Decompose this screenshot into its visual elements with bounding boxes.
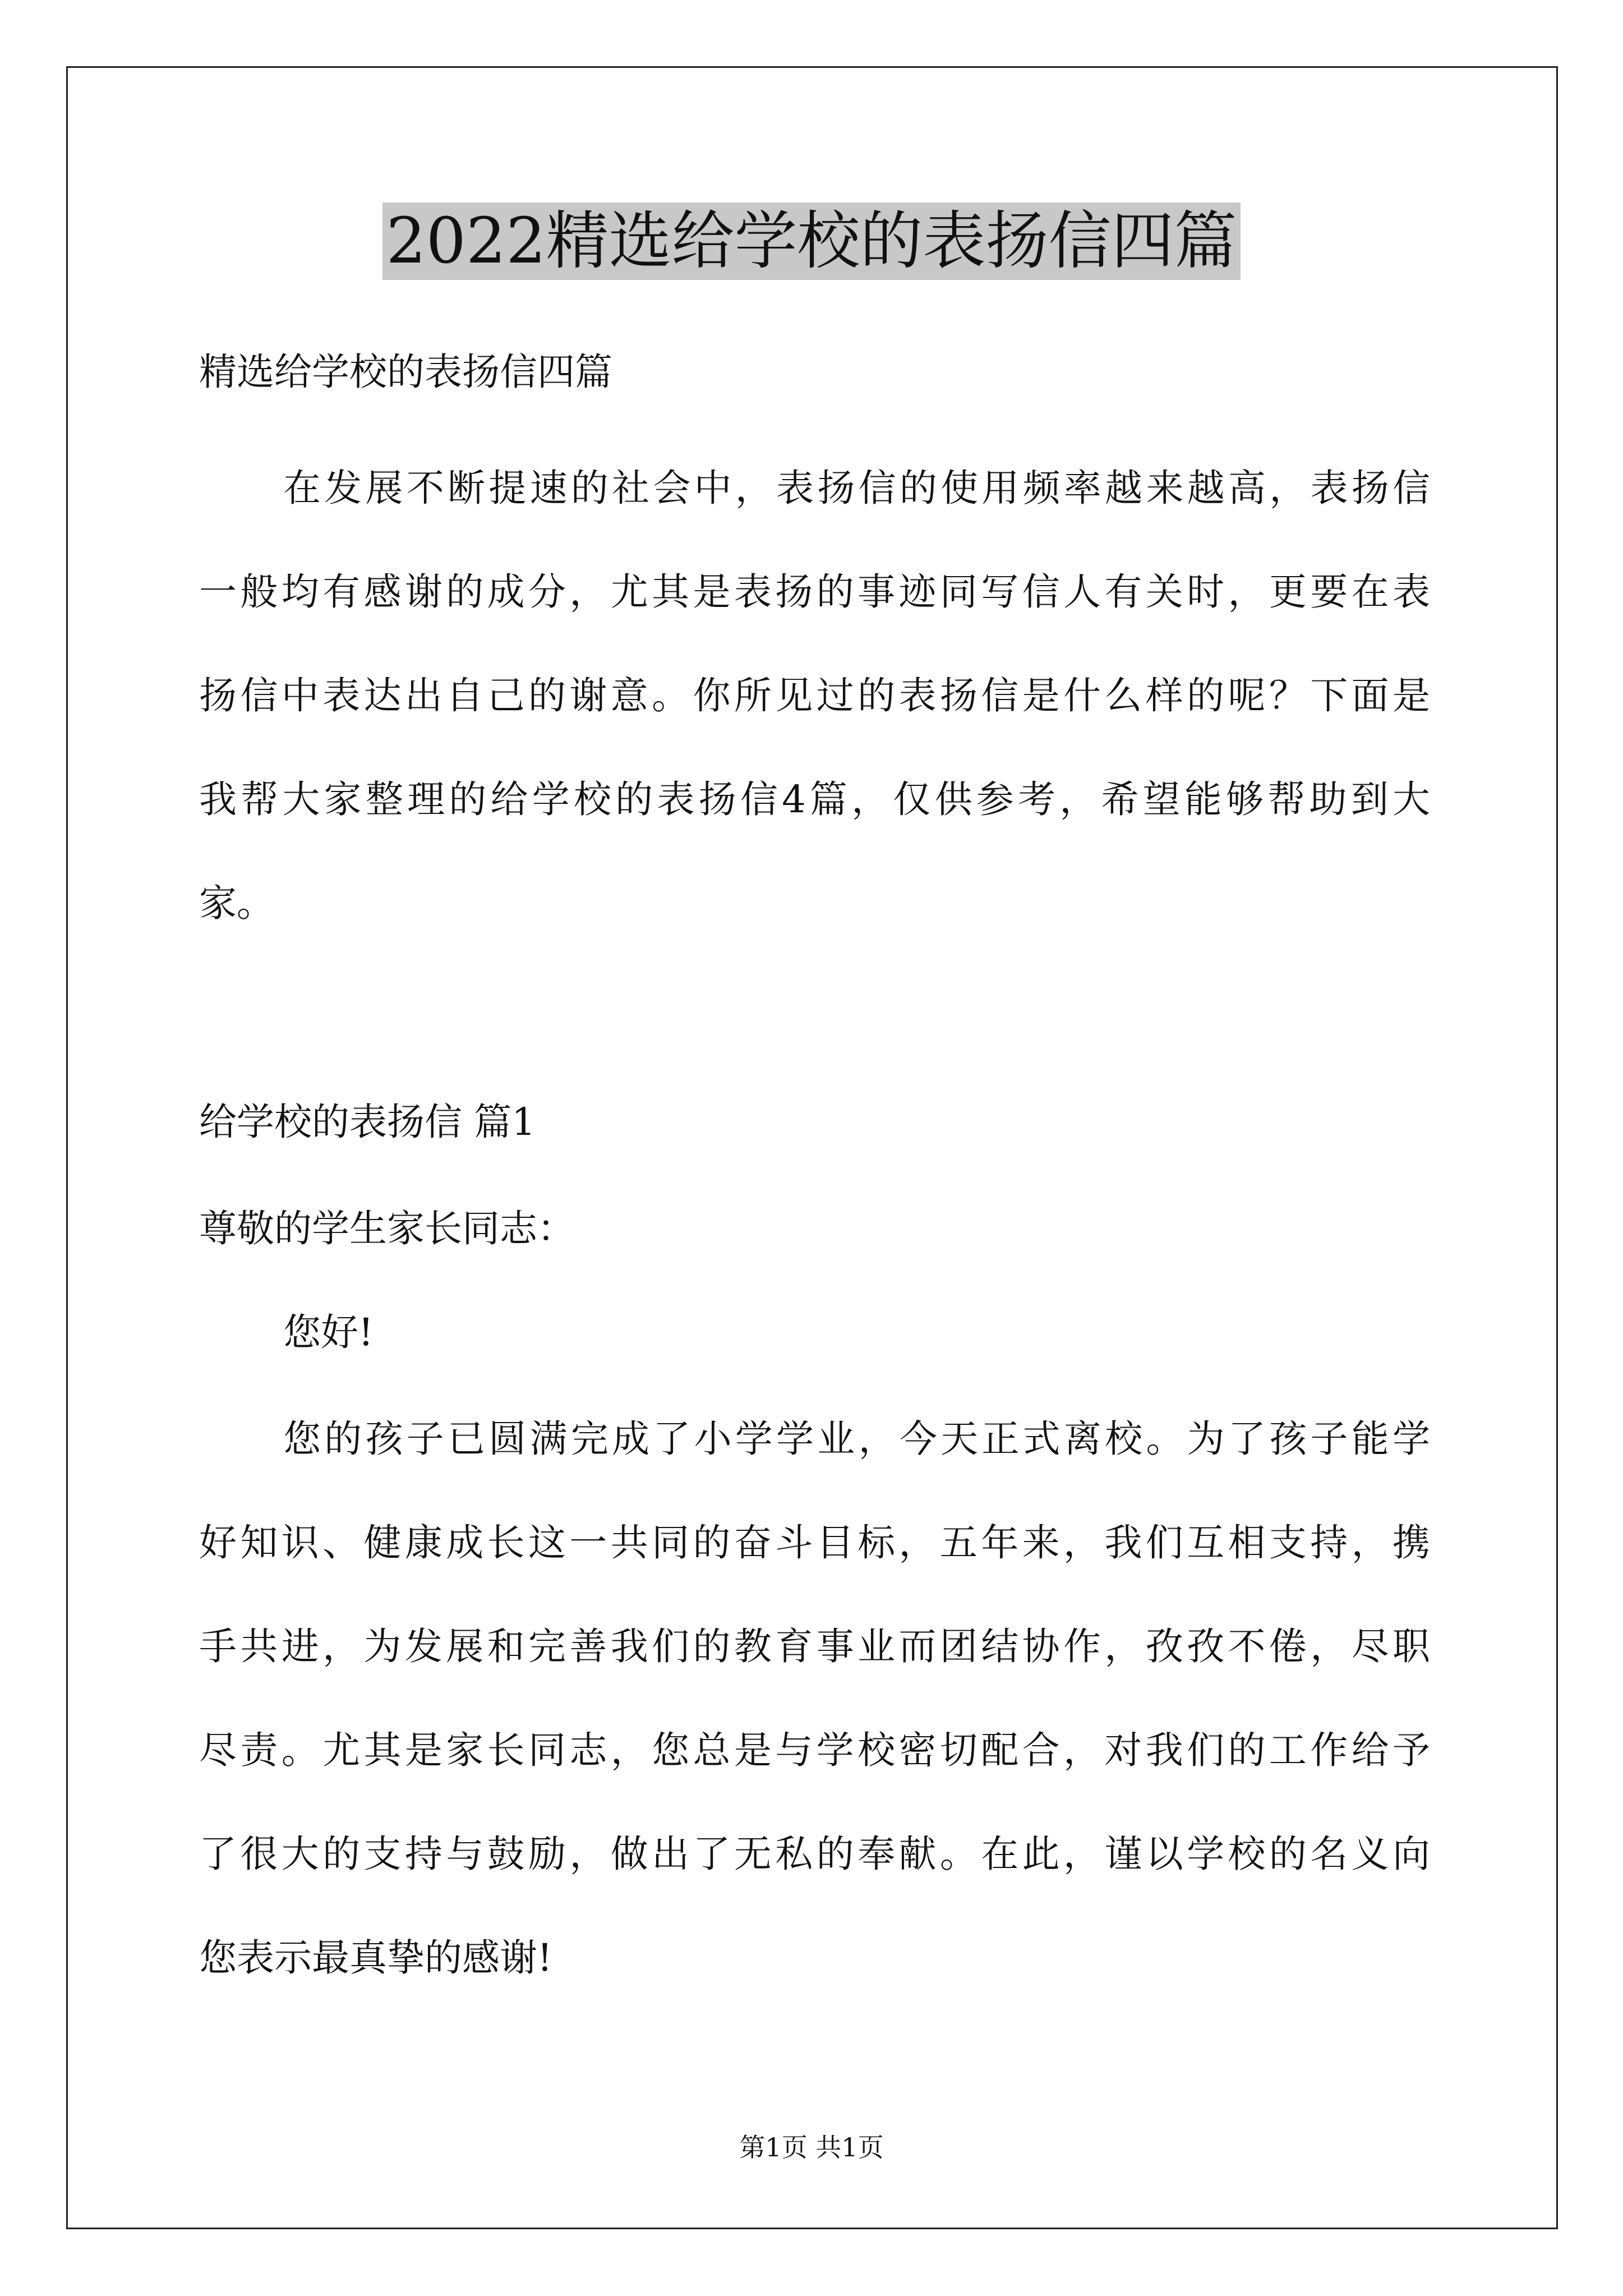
body-line-6: 您表示最真挚的感谢!: [199, 1936, 552, 1980]
body-line-5: 了很大的支持与鼓励，做出了无私的奉献。在此，谨以学校的名义向: [199, 1832, 1430, 1876]
intro-line-4: 我帮大家整理的给学校的表扬信4篇，仅供参考，希望能够帮助到大: [199, 777, 1430, 821]
intro-line-1: 在发展不断提速的社会中，表扬信的使用频率越来越高，表扬信: [283, 466, 1430, 510]
greeting-line: 您好!: [283, 1310, 374, 1354]
body-line-4: 尽责。尤其是家长同志，您总是与学校密切配合，对我们的工作给予: [199, 1728, 1430, 1772]
intro-line-2: 一般均有感谢的成分，尤其是表扬的事迹同写信人有关时，更要在表: [199, 570, 1430, 614]
intro-line-3: 扬信中表达出自己的谢意。你所见过的表扬信是什么样的呢？下面是: [199, 674, 1430, 717]
salutation-line: 尊敬的学生家长同志：: [199, 1207, 575, 1250]
body-line-1: 您的孩子已圆满完成了小学学业，今天正式离校。为了孩子能学: [283, 1417, 1430, 1461]
body-line-2: 好知识、健康成长这一共同的奋斗目标，五年来，我们互相支持，携: [199, 1521, 1430, 1565]
body-line-3: 手共进，为发展和完善我们的教育事业而团结协作，孜孜不倦，尽职: [199, 1625, 1430, 1668]
document-title: [0, 202, 1623, 280]
page-footer: 第1页 共1页: [739, 2132, 884, 2162]
document-title-text: 2022精选给学校的表扬信四篇: [382, 203, 1240, 280]
subtitle-line: 精选给学校的表扬信四篇: [199, 350, 612, 394]
intro-line-5: 家。: [199, 881, 274, 925]
section-heading: 给学校的表扬信 篇1: [199, 1100, 536, 1144]
